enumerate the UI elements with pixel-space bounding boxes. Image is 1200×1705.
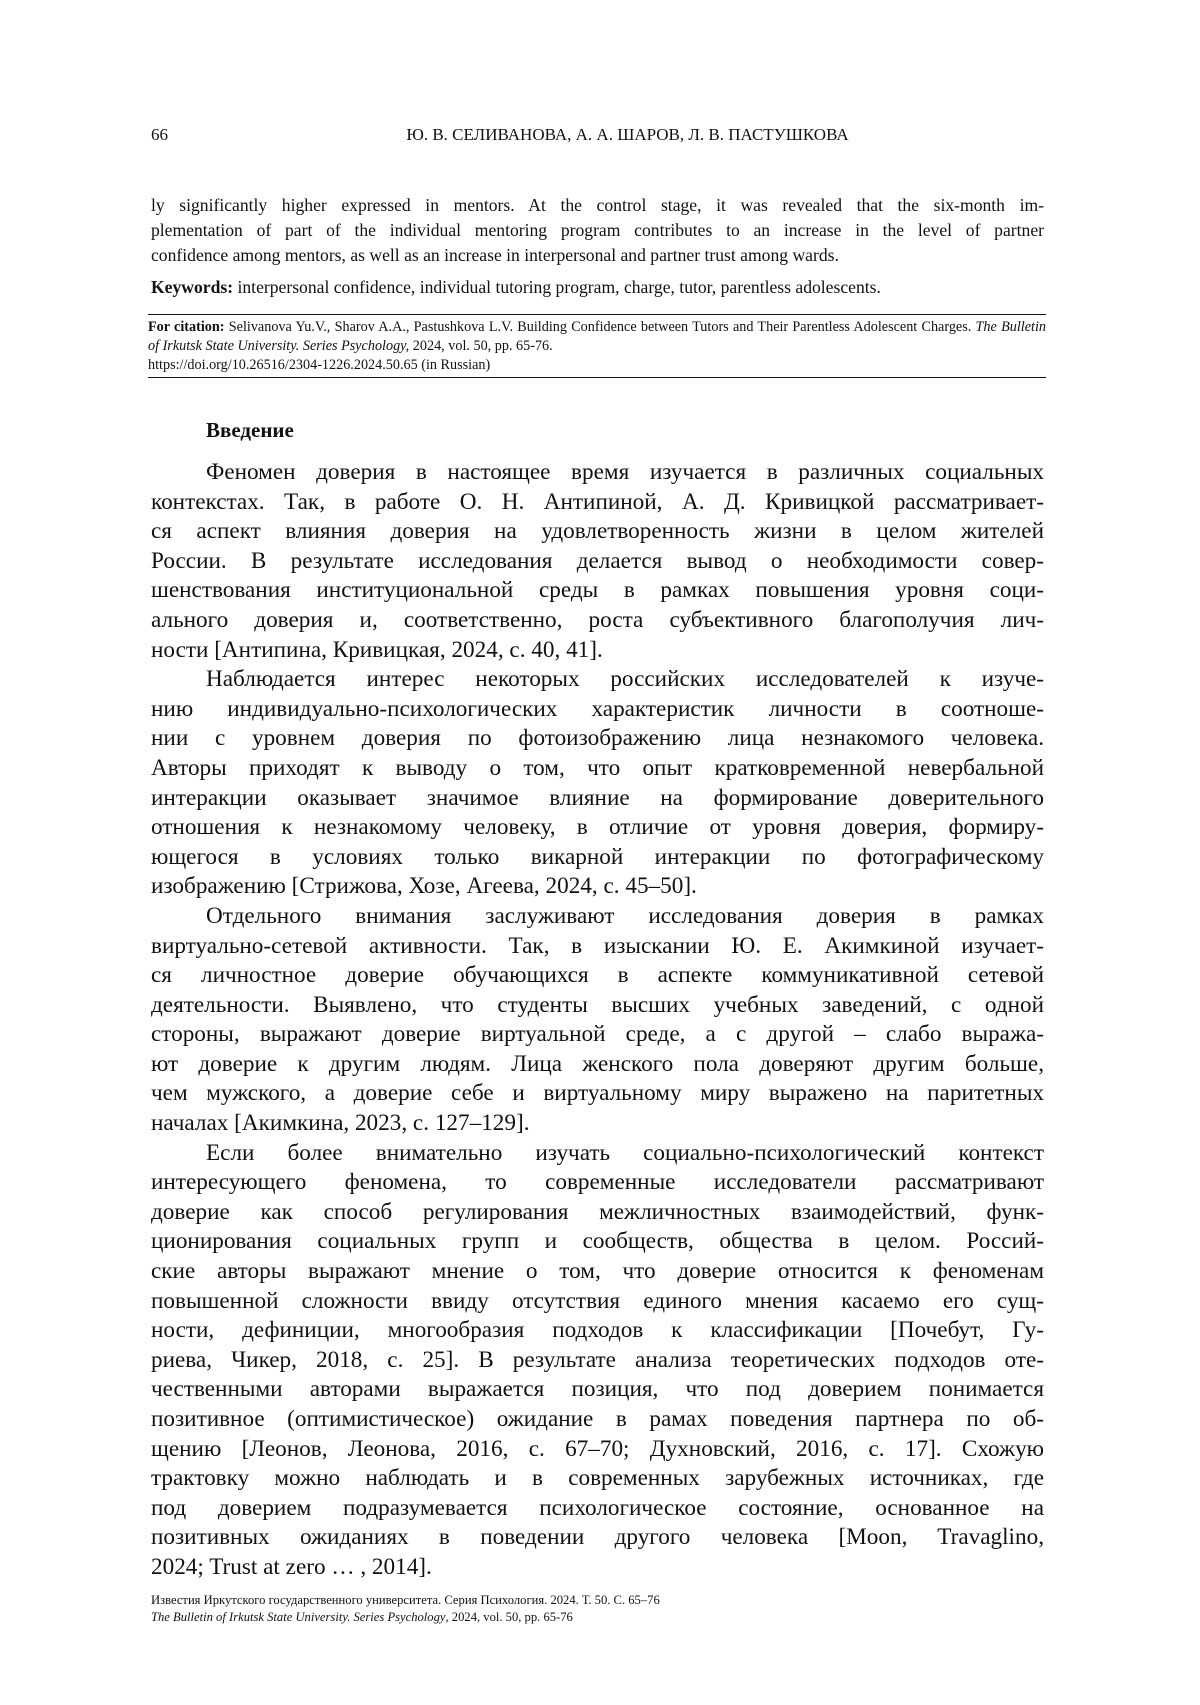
footer-journal-en xyxy=(151,1609,1044,1626)
body-line: ности [Антипина, Кривицкая, 2024, с. 40, 41]. xyxy=(151,636,603,663)
footer-journal-issue: , 2024, vol. 50, pp. 65-76 xyxy=(445,1610,573,1624)
body-line: началах [Акимкина, 2023, с. 127–129]. xyxy=(151,1110,530,1137)
body-line: 2024; Trust at zero … , 2014]. xyxy=(151,1553,432,1580)
body-line: шенствования институциональной среды в рамках повышения уровня соци- xyxy=(151,577,1044,604)
abstract-continuation xyxy=(151,193,1044,268)
body-line: ские авторы выражают мнение о том, что доверие относится к феноменам xyxy=(151,1258,1044,1285)
keywords-label: Keywords: xyxy=(151,277,234,297)
citation-doi: https://doi.org/10.26516/2304-1226.2024.50.65 (in Russian) xyxy=(148,357,491,373)
abstract-line: confidence among mentors, as well as an increase in interpersonal and partner trust among wards. xyxy=(151,245,839,265)
body-line: чем мужского, а доверие себе и виртуальному миру выражено на паритетных xyxy=(151,1080,1044,1107)
body-line: чественными авторами выражается позиция, что под доверием понимается xyxy=(151,1376,1044,1403)
body-line: позитивное (оптимистическое) ожидание в рамах поведения партнера по об- xyxy=(151,1406,1044,1432)
running-head-authors: Ю. В. СЕЛИВАНОВА, А. А. ШАРОВ, Л. В. ПАСТУШКОВА xyxy=(406,125,849,144)
page-number: 66 xyxy=(151,125,168,144)
running-head xyxy=(151,125,1044,149)
body-line: ности, дефиниции, многообразия подходов к классификации [Почебут, Гу- xyxy=(151,1317,1044,1344)
body-line: отношения к незнакомому человеку, в отличие от уровня доверия, формиру- xyxy=(151,814,1044,841)
citation-text: Selivanova Yu.V., Sharov A.A., Pastushkova L.V. Building Confidence between Tutors and Their Parentless Adolescent Charges. xyxy=(224,319,976,335)
citation-label: For citation: xyxy=(148,319,225,335)
body-line: Авторы приходят к выводу о том, что опыт кратковременной невербальной xyxy=(151,754,1044,781)
body-line: России. В результате исследования делается вывод о необходимости совер- xyxy=(151,547,1044,574)
body-line: повышенной сложности ввиду отсутствия единого мнения касаемо его сущ- xyxy=(151,1287,1044,1314)
body-line: трактовку можно наблюдать и в современных зарубежных источниках, где xyxy=(151,1465,1044,1492)
citation-box xyxy=(148,314,1046,378)
body-line: деятельности. Выявлено, что студенты высших учебных заведений, с одной xyxy=(151,991,1044,1018)
citation-journal: The Bulletin of Irkutsk State University. Series Psychology, xyxy=(148,319,1047,354)
keywords-text: interpersonal confidence, individual tutoring program, charge, tutor, parentless adolescents. xyxy=(233,277,881,297)
body-line: контекстах. Так, в работе О. Н. Антипиной, А. Д. Кривицкой рассматривает- xyxy=(151,488,1044,515)
body-line: ют доверие к другим людям. Лица женского пола доверяют другим больше, xyxy=(151,1050,1044,1077)
body-line: риева, Чикер, 2018, с. 25]. В результате анализа теоретических подходов оте- xyxy=(151,1346,1044,1373)
footer-journal-ru: Известия Иркутского государственного университета. Серия Психология. 2024. Т. 50. С. 65–76 xyxy=(151,1593,660,1607)
body-line: стороны, выражают доверие виртуальной среде, а с другой – слабо выража- xyxy=(151,1021,1044,1048)
footer-journal-title: The Bulletin of Irkutsk State University. Series Psychology xyxy=(151,1610,446,1624)
body-line: ся личностное доверие обучающихся в аспекте коммуникативной сетевой xyxy=(151,962,1044,989)
body-line: Если более внимательно изучать социально-психологический контекст xyxy=(206,1139,1044,1166)
body-line: ционирования социальных групп и сообществ, общества в целом. Россий- xyxy=(151,1228,1044,1255)
body-line: ся аспект влияния доверия на удовлетворенность жизни в целом жителей xyxy=(151,518,1044,545)
body-line: виртуально-сетевой активности. Так, в изыскании Ю. Е. Акимкиной изучает- xyxy=(151,932,1044,959)
body-line: Отдельного внимания заслуживают исследования доверия в рамках xyxy=(206,902,1044,929)
body-line: изображению [Стрижова, Хозе, Агеева, 2024, с. 45–50]. xyxy=(151,873,697,900)
section-heading: Введение xyxy=(206,418,294,442)
body-line: доверие как способ регулирования межличностных взаимодействий, функ- xyxy=(151,1198,1044,1225)
body-line: под доверием подразумевается психологическое состояние, основанное на xyxy=(151,1494,1044,1521)
body-line: позитивных ожиданиях в поведении другого человека [Moon, Travaglino, xyxy=(151,1524,1044,1551)
body-line: Феномен доверия в настоящее время изучается в различных социальных xyxy=(206,459,1044,485)
citation-volume: 2024, vol. 50, pp. 65-76. xyxy=(409,338,553,354)
keywords xyxy=(151,275,1044,300)
body-line: ального доверия и, соответственно, роста субъективного благополучия лич- xyxy=(151,606,1044,633)
body-text xyxy=(151,458,1044,1583)
body-line: нию индивидуально-психологических характеристик личности в соотноше- xyxy=(151,695,1044,722)
abstract-line: ly significantly higher expressed in mentors. At the control stage, it was revealed that the six-month im- xyxy=(151,195,1044,215)
body-line: интеракции оказывает значимое влияние на формирование доверительного xyxy=(151,784,1044,811)
body-line: Наблюдается интерес некоторых российских исследователей к изуче- xyxy=(206,666,1044,693)
page-footer xyxy=(151,1592,1044,1626)
body-line: нии с уровнем доверия по фотоизображению лица незнакомого человека. xyxy=(151,725,1044,752)
body-line: щению [Леонов, Леонова, 2016, с. 67–70; Духновский, 2016, с. 17]. Схожую xyxy=(151,1435,1044,1462)
body-line: интересующего феномена, то современные исследователи рассматривают xyxy=(151,1169,1044,1196)
abstract-line: plementation of part of the individual mentoring program contributes to an increase in the level of partner xyxy=(151,220,1044,240)
body-line: ющегося в условиях только викарной интеракции по фотографическому xyxy=(151,843,1044,870)
